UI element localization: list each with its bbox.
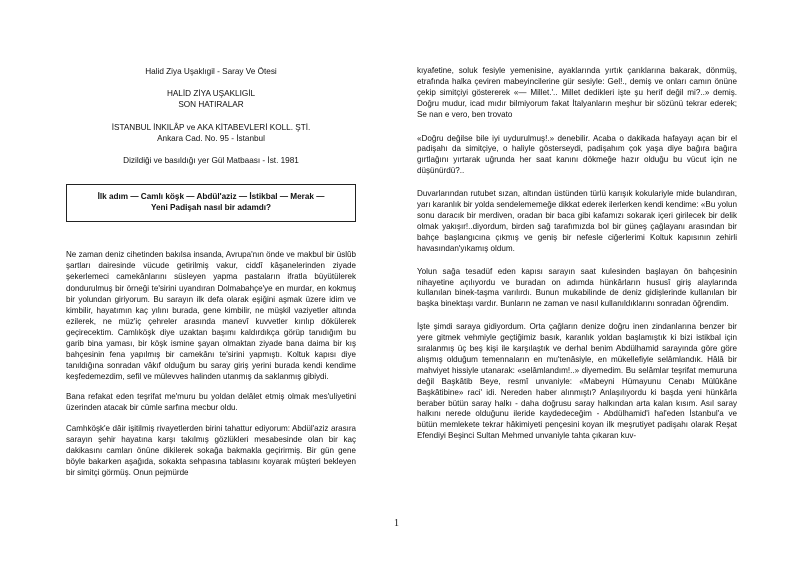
right-column <box>417 66 737 442</box>
right-paragraph-2: «Doğru değilse bile iyi uydurulmuş!.» denebilir. Acaba o dakikada hafayayı açan bir el padişahı da simitçiye, o haliyle gösterseydi, padişahım çok yaşa diye bağıra bağıra gırtlağını yırtarak uğrunda her saat kanını dökmeğe hazır olduğu bu vücut için ne düşünürdü?.. <box>417 133 737 176</box>
header-author: HALİD ZİYA UŞAKLIGİL <box>166 89 256 99</box>
header-printer: Dizildiği ve basıldığı yer Gül Matbaası - İst. 1981 <box>123 156 299 166</box>
header-publisher: İSTANBUL İNKILÂP ve AKA KİTABEVLERİ KOLL. ŞTİ. <box>111 122 311 132</box>
header-address: Ankara Cad. No. 95 - İstanbul <box>157 133 265 143</box>
page-number: 1 <box>394 518 399 529</box>
right-paragraph-4: Yolun sağa tesadüf eden kapısı sarayın saat kulesinden başlayan ön bahçesinin nihayetine açılıyordu ve buradan on adımda hünkârların hususî giriş alaylarında kullanılan binek-taşma varılırdı. Bunun mukabilinde de deniz gidişlerinde kullanılan bir başka binektaşı vardır. Bunların ne zaman ve nasıl kullanıldıklarını sonradan öğrendim. <box>417 266 737 309</box>
chapter-heading-line-1: İlk adım — Camlı köşk — Abdül'aziz — İstikbal — Merak — <box>97 192 325 202</box>
right-paragraph-5: İşte şimdi saraya gidiyordum. Orta çağların denize doğru inen zindanlarına benzer bir yere gitmek vehmiyle geçtiğimiz basık, karanlık yoldan başlamıştık ki bizi istikbal için sıralanmış üç beş kişi ile karşılaştık ve derhal benim Abdülhamid sarayında göre göre alışmış olduğum temennaların en mu'tenâsiyle, en mükellefiyle selâmlandık. Hâlâ bir mahviyet hissiyle utanarak: «selâmlandım!..» diyemedim. Bu selâmlar teşrifat memuruna değil Başkâtib Beye, resmî unvaniyle: «Mabeyni Hümayunu Cenabı Mülûkâne Başkâtibine» raci' idi. Nereden haber alınmıştı? Anlaşılıyordu ki başda yeni hünkârla beraber bütün saray halkı - daha doğrusu saray halkından arta kalan kısım. Asıl saray halkını nerede olduğunu ileride kaydedeceğim - Abdülhamid'i hal'eden İstanbul'a ve bütün memlekete tekrar hâkimiyeti pençesini koyan ilk meşrutiyet padişahı olarak Reşat Efendiyi Beşinci Sultan Mehmed unvaniyle tahta çıkaran kuv- <box>417 322 737 441</box>
left-paragraph-2: Bana refakat eden teşrifat me'muru bu yoldan delâlet etmiş olmak mes'uliyetini üzerinden atacak bir cümle sarfına mecbur oldu. <box>66 392 356 413</box>
right-paragraph-3: Duvarlarından rutubet sızan, altından üstünden türlü karışık kokulariyle mide bulandıran, yarı karanlık bir yolda sendelememeğe dikkat ederek ilerlerken kendi kendime: «Bu yolun sonu daracık bir merdiven, oradan bir baca gibi kafamızı sokarak içeri girilecek bir delik olmak yakışır!..diyordum, birden sağ tarafımızda bol bir güneş çağlayanı arasından bir bahçe başlangıcına çıkmış ve geniş bir nefesle ciğerlerimi Koltuk kapısının zehirli havasından'yıkamış oldum. <box>417 189 737 253</box>
chapter-heading-line-2: Yeni Padişah nasıl bir adamdı? <box>150 203 272 213</box>
right-paragraph-1: kıyafetine, soluk fesiyle yemenisine, ayaklarında yırtık çarıklarına bakarak, dönmüş, etrafında halka çeviren mabeyincilerine gür sesiyle: Gel!., demiş ve onları camın önüne çekip simitçiyi göstererek «— Millet.'.. Millet dedikleri işte şu herif değil mi?..» demiş. Doğru mudur, icad mıdır bilmiyorum fakat İtalyanların meşhur bir sözünü tekrar ederek; Se nan e vero, ben trovato <box>417 66 737 119</box>
left-paragraph-3: Camhköşk'e dâir işitilmiş rivayetlerden birini tahattur ediyorum: Abdül'aziz arasıra sarayın şehir hayatına karşı takılmış gözlükleri mesabesinde olan bir kaç dakikasını camları önüne dikilerek sokağa bakmakla geçirirmiş. Bir gün gene böyle bakarken aşağıda, sokakta sehpasına tablasını koyarak müşteri bekleyen bir simitçi görmüş. Onun pejmürde <box>66 423 356 477</box>
header-book-title: SON HATIRALAR <box>178 100 244 110</box>
left-column <box>66 66 356 478</box>
header-title-line: Halid Ziya Uşaklıgil - Saray Ve Ötesi <box>145 67 277 76</box>
book-header <box>66 66 356 166</box>
chapter-heading-box <box>66 184 356 222</box>
left-paragraph-1: Ne zaman deniz cihetinden bakılsa insanda, Avrupa'nın önde ve makbul bir üslûb şartları dairesinde vücude getirilmiş vakur, ciddî kâşanelerinden ziyade şekerlemeci camekânlarını süsleyen yapma pastaların ifratla büyütülerek dondurulmuş bir örneği te'sirini uyandıran Dolmabahçe'ye en murdar, en kokmuş bir yolundan giriyorum. Bu sarayın ilk defa olarak eşiğini aşmak üzere idim ve kimbilir, hayatımın kaç yılını burada, gene kimbilir, ne müşkil vaziyetler altında ezilerek, ne müz'iç çehreler arasında manevî kuvvetler kırılıp dökülerek geçirecektim. Camlıköşk diye uzaktan başımı kaldırdıkça görüp tanıdığım bu garib bina yaması, bir köşk ismine şayan olmaktan ziyade bana daima bir kış bahçesinin fena yapılmış bir camekânı te'sirini yapmıştı. Koltuk kapısı diye tanıldığına sonradan vâkıf olduğum bu saray giriş yerini burada kendi kendime keşfedemezdim, sefil ve mülevves halinden utanmış da saklanmış gibiydi. <box>66 250 356 382</box>
